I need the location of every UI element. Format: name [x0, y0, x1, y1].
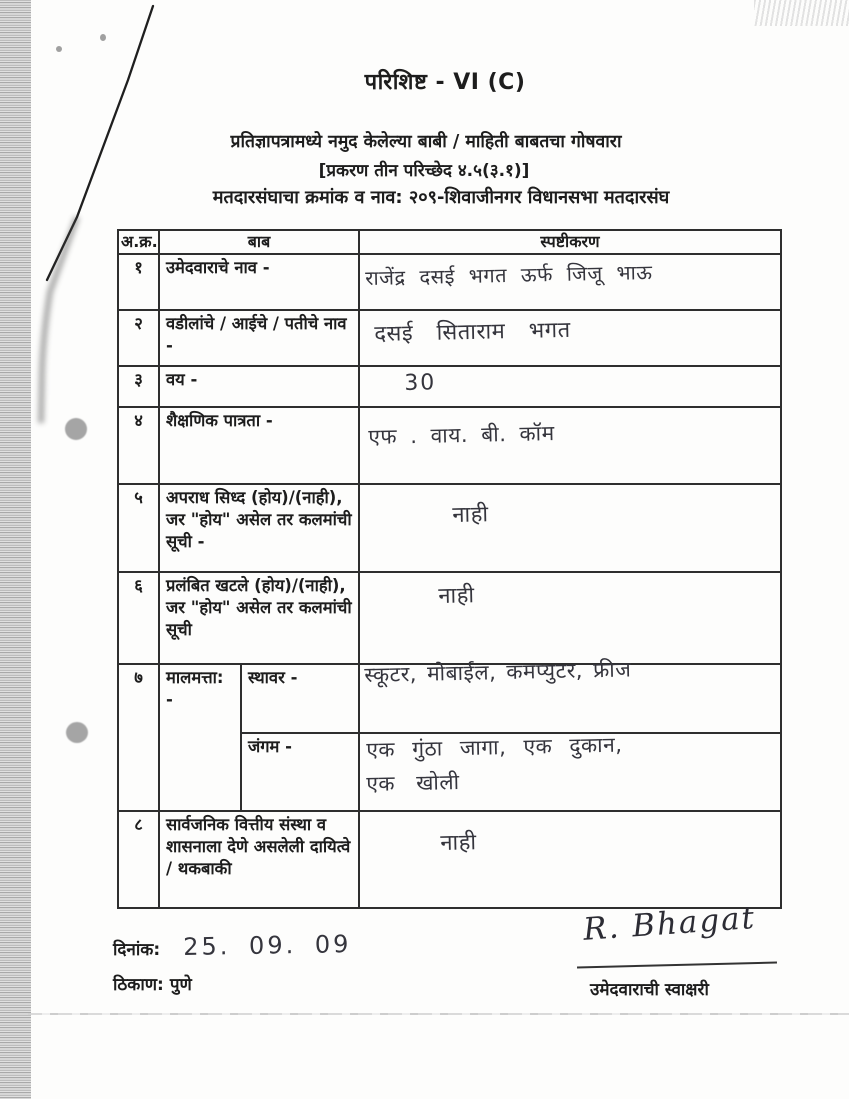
place-value: पुणे: [169, 975, 192, 995]
serial-cell: १: [118, 254, 159, 310]
handwritten-education: एफ . वाय. बी. कॉम: [368, 420, 555, 449]
handwritten-age: 30: [404, 369, 437, 396]
signature-line: [577, 962, 777, 969]
ink-speck-2: [56, 46, 62, 52]
handwritten-assets-jangam-line2: एक खोली: [366, 769, 460, 796]
ink-speck-1: [100, 34, 106, 41]
value-cell: [359, 811, 781, 908]
table-row-age: [118, 366, 781, 407]
serial-cell: ३: [118, 366, 159, 407]
table-row-father-name: [118, 310, 781, 366]
scan-smudge-top-right: [754, 0, 849, 26]
col-header-explanation: स्पष्टीकरण: [359, 230, 781, 254]
table-row-criminal-record: [118, 484, 781, 572]
handwritten-criminal-record: नाही: [452, 501, 489, 528]
sub-item-cell-jangam: जंगम -: [241, 733, 359, 811]
value-cell: [359, 310, 781, 366]
serial-cell: ७: [118, 664, 159, 811]
value-cell: [359, 366, 781, 407]
table-row-pending-cases: [118, 572, 781, 664]
place-line: [113, 972, 192, 995]
serial-cell: ४: [118, 407, 159, 484]
punch-hole-bottom: [66, 722, 88, 743]
handwritten-father-name: दसई सिताराम भगत: [374, 317, 571, 347]
handwritten-assets-jangam-line1: एक गुंठा जागा, एक दुकान,: [366, 732, 623, 762]
sub-item-cell-sthavar: स्थावर -: [241, 664, 359, 733]
item-cell: प्रलंबित खटले (होय)/(नाही), जर "होय" असेल तर कलमांची सूची: [159, 572, 359, 664]
serial-cell: ८: [118, 811, 159, 908]
handwritten-candidate-name: राजेंद्र दसई भगत ऊर्फ जिजू भाऊ: [365, 259, 653, 290]
value-cell: [359, 407, 781, 484]
scan-edge-band: [0, 0, 31, 1099]
signature-handwritten: R. Bhagat: [582, 899, 758, 948]
value-cell: [359, 254, 781, 310]
handwritten-date: 25. 09. 09: [183, 930, 352, 961]
item-cell-assets: मालमत्ता: -: [159, 664, 241, 811]
handwritten-liabilities: नाही: [440, 829, 477, 856]
value-cell: [359, 733, 781, 811]
value-cell: [359, 657, 781, 733]
handwritten-pending-cases: नाही: [438, 582, 475, 609]
table-header-row: [118, 230, 781, 254]
constituency-line: मतदारसंघाचा क्रमांक व नाव: २०९-शिवाजीनगर विधानसभा मतदारसंघ: [212, 187, 670, 208]
serial-cell: ६: [118, 572, 159, 664]
table-row-education: [118, 407, 781, 484]
punch-hole-top: [65, 418, 87, 440]
date-label: दिनांक:: [113, 940, 161, 960]
item-cell: वडीलांचे / आईचे / पतीचे नाव -: [159, 310, 359, 366]
summary-subtitle: प्रतिज्ञापत्रामध्ये नमुद केलेल्या बाबी / माहिती बाबतचा गोषवारा: [230, 132, 622, 152]
appendix-title: परिशिष्ट - VI (C): [364, 70, 526, 95]
table-row-candidate-name: [118, 254, 781, 310]
table-row-assets-immovable: [118, 664, 781, 733]
signature-caption: उमेदवाराची स्वाक्षरी: [590, 980, 709, 1000]
serial-cell: ५: [118, 484, 159, 572]
handwritten-assets-sthavar: स्कूटर, मोबाईल, कमप्युटर, फ्रीज: [364, 657, 632, 687]
table-row-liabilities: [118, 811, 781, 908]
place-label: ठिकाण:: [113, 975, 164, 995]
col-header-item: बाब: [159, 230, 359, 254]
item-cell: शैक्षणिक पात्रता -: [159, 407, 359, 484]
item-cell: अपराध सिध्द (होय)/(नाही), जर "होय" असेल तर कलमांची सूची -: [159, 484, 359, 572]
serial-cell: २: [118, 310, 159, 366]
item-cell: वय -: [159, 366, 359, 407]
value-cell: [359, 572, 781, 664]
document-header: [85, 66, 805, 209]
affidavit-summary-table: [117, 229, 782, 909]
item-cell: सार्वजनिक वित्तीय संस्था व शासनाला देणे असलेली दायित्वे / थकबाकी: [159, 811, 359, 908]
item-cell: उमेदवाराचे नाव -: [159, 254, 359, 310]
section-reference: [प्रकरण तीन परिच्छेद ४.५(३.१)]: [318, 161, 530, 181]
scan-line-bottom: [28, 1013, 849, 1015]
col-header-serial: अ.क्र.: [118, 230, 159, 254]
value-cell: [359, 484, 781, 572]
